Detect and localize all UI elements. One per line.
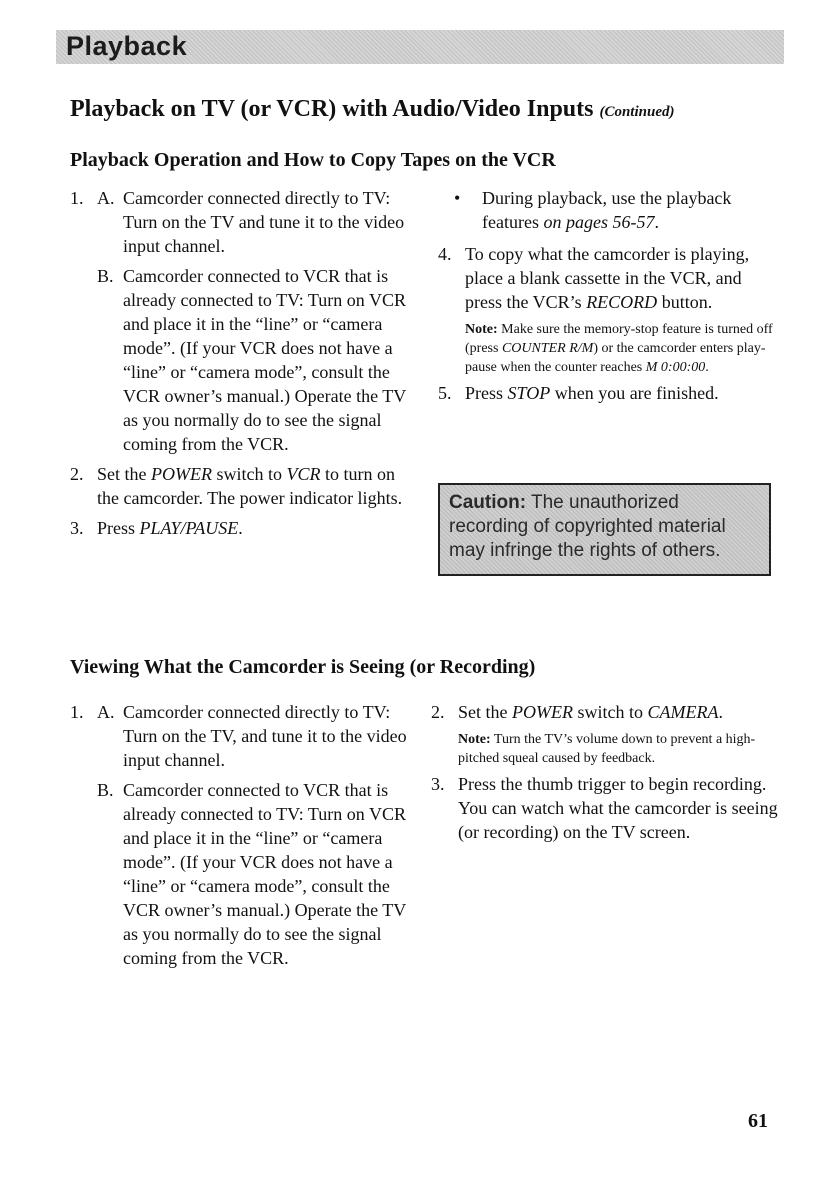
record-label: RECORD — [586, 292, 658, 312]
sub-label: B. — [97, 780, 114, 800]
section1-left-column — [70, 186, 410, 546]
section1-title: Playback Operation and How to Copy Tapes on the VCR — [70, 149, 556, 171]
power-label: POWER — [151, 464, 212, 484]
step-text: Press PLAY/PAUSE. — [97, 518, 243, 538]
playback-features-bullet — [454, 186, 778, 234]
step-text: Set the POWER switch to CAMERA. — [458, 702, 723, 722]
continued-label: (Continued) — [599, 104, 675, 120]
section-banner — [56, 30, 784, 64]
s1-step-4 — [438, 242, 778, 314]
step-text: Press the thumb trigger to begin recording. You can watch what the camcorder is seeing (or recording) on the TV screen. — [458, 774, 778, 842]
s2-step-1a — [97, 700, 410, 772]
step-text: Set the POWER switch to VCR to turn on the camcorder. The power indicator lights. — [97, 464, 403, 508]
s1-step-3 — [70, 516, 410, 540]
step-number: 3. — [70, 518, 84, 538]
sub-text: Camcorder connected to VCR that is already connected to TV: Turn on VCR and place it in the “line” or “camera mode”. (If your VCR does not have a “line” or “camera mode”, consult the VCR owner’s manual.) Operate the TV as you normally do to see the signal coming from the VCR. — [123, 266, 406, 454]
caution-text: Caution: The unauthorized recording of copyrighted material may infringe the rights of others. — [449, 492, 726, 561]
vcr-label: VCR — [286, 464, 321, 484]
step-number: 2. — [70, 464, 84, 484]
section2-left-column — [70, 700, 410, 976]
step-number: 5. — [438, 383, 452, 403]
step-number: 1. — [70, 702, 84, 722]
s1-step-5 — [438, 381, 778, 405]
banner-title: Playback — [66, 31, 188, 61]
s2-step-3 — [431, 772, 781, 844]
power-label: POWER — [512, 702, 573, 722]
section2-title: Viewing What the Camcorder is Seeing (or Recording) — [70, 656, 536, 678]
play-pause-label: PLAY/PAUSE — [139, 518, 239, 538]
sub-label: B. — [97, 266, 114, 286]
s2-step-1 — [70, 700, 410, 970]
sub-text: Camcorder connected directly to TV: Turn on the TV and tune it to the video input channel. — [123, 188, 405, 256]
sub-label: A. — [97, 188, 115, 208]
sub-text: Camcorder connected directly to TV: Turn on the TV, and tune it to the video input channel. — [123, 702, 407, 770]
counter-label: COUNTER R/M — [501, 341, 594, 356]
counter-value: M 0:00:00 — [645, 360, 706, 375]
s2-step-1b — [97, 778, 410, 970]
step-text: To copy what the camcorder is playing, place a blank cassette in the VCR, and press the VCR’s RECORD button. — [465, 244, 750, 312]
s1-step-1b — [97, 264, 410, 456]
note-label: Note: — [465, 322, 498, 337]
s2-step-2 — [431, 700, 781, 724]
section2-right-column — [431, 700, 781, 850]
step-number: 3. — [431, 774, 445, 794]
caution-label: Caution: — [449, 492, 527, 513]
s1-step-2 — [70, 462, 410, 510]
bullet-dot: • — [454, 188, 461, 208]
s1-step-1a — [97, 186, 410, 258]
page-title — [70, 96, 674, 123]
camera-label: CAMERA — [647, 702, 719, 722]
step-number: 4. — [438, 244, 452, 264]
step-number: 2. — [431, 702, 445, 722]
page-number: 61 — [748, 1110, 768, 1132]
memory-stop-note: Note: Make sure the memory-stop feature is turned off (press COUNTER R/M) or the camcorder enters play-pause when the counter reaches M 0:00:00. — [465, 322, 773, 375]
section1-right-column — [438, 186, 778, 411]
sub-label: A. — [97, 702, 115, 722]
s1-step-1 — [70, 186, 410, 456]
note-label: Note: — [458, 732, 491, 747]
stop-label: STOP — [507, 383, 551, 403]
step-text: Press STOP when you are finished. — [465, 383, 719, 403]
bullet-text: During playback, use the playback features on pages 56-57. — [482, 188, 732, 232]
page-title-text: Playback on TV (or VCR) with Audio/Video Inputs — [70, 96, 594, 122]
caution-box — [438, 483, 771, 576]
volume-note: Note: Turn the TV’s volume down to prevent a high-pitched squeal caused by feedback. — [458, 732, 756, 766]
sub-text: Camcorder connected to VCR that is already connected to TV: Turn on VCR and place it in the “line” or “camera mode”. (If your VCR does not have a “line” or “camera mode”, consult the VCR owner’s manual.) Operate the TV as you normally do to see the signal coming from the VCR. — [123, 780, 406, 968]
page-reference: on pages 56-57 — [543, 212, 655, 232]
step-number: 1. — [70, 188, 84, 208]
